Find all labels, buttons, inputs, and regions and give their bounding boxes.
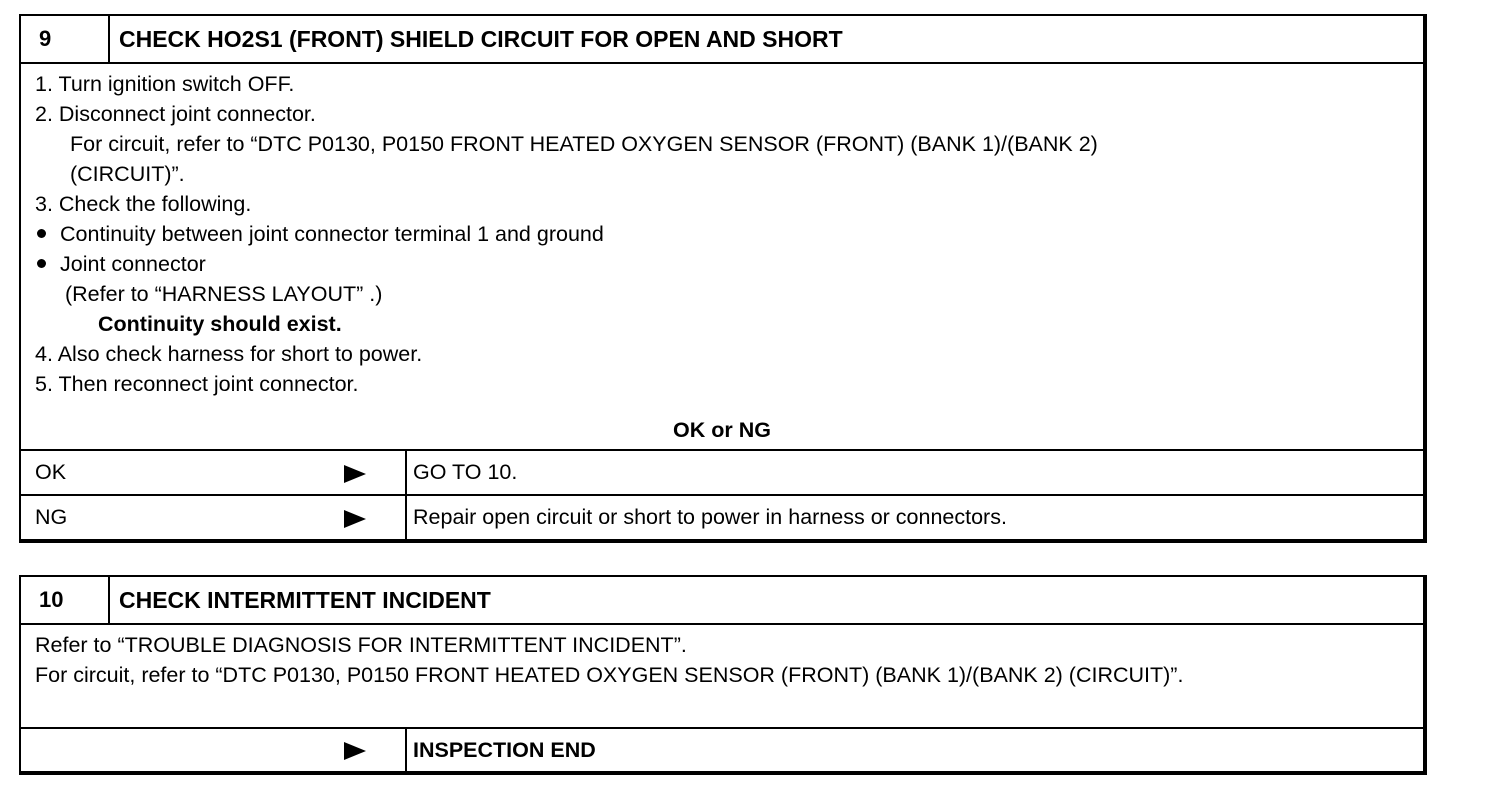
bullet-text: Joint connector (60, 252, 206, 276)
result-action: Repair open circuit or short to power in harness or connectors. (405, 496, 1423, 541)
instruction-line: Refer to “TROUBLE DIAGNOSIS FOR INTERMITTENT INCIDENT”. (35, 633, 687, 657)
right-triangle-arrow-icon (344, 465, 366, 483)
result-label: NG (35, 505, 68, 529)
right-triangle-arrow-icon (344, 742, 366, 760)
step-10-title: CHECK INTERMITTENT INCIDENT (119, 587, 491, 613)
instruction-line: 2. Disconnect joint connector. (35, 102, 316, 126)
bullet-icon (37, 229, 46, 238)
right-triangle-arrow-icon (344, 510, 366, 528)
instruction-line: (Refer to “HARNESS LAYOUT” .) (65, 282, 383, 306)
spec-note: Continuity should exist. (98, 312, 342, 336)
instruction-line: (CIRCUIT)”. (70, 162, 185, 186)
instruction-line: 1. Turn ignition switch OFF. (35, 72, 295, 96)
bullet-item (35, 249, 1413, 279)
instruction-line: For circuit, refer to “DTC P0130, P0150 FRONT HEATED OXYGEN SENSOR (FRONT) (BANK 1)/(BANK 2) (CIRCUIT)”. (35, 663, 1184, 687)
instruction-line: 5. Then reconnect joint connector. (35, 372, 359, 396)
step-10-header (21, 577, 1423, 625)
step-9-title: CHECK HO2S1 (FRONT) SHIELD CIRCUIT FOR OPEN AND SHORT (119, 26, 843, 52)
step-10-number: 10 (21, 577, 110, 623)
step-9-instructions (35, 69, 1413, 399)
instruction-line: 3. Check the following. (35, 192, 252, 216)
step-10-instructions (35, 630, 1413, 690)
step-9-header (21, 16, 1423, 64)
result-row-end (21, 727, 1423, 773)
step-9-table (19, 14, 1427, 543)
step-10-table (19, 575, 1427, 775)
step-9-number: 9 (21, 16, 110, 62)
result-action: GO TO 10. (405, 451, 1423, 494)
bullet-item (35, 219, 1413, 249)
bullet-text: Continuity between joint connector terminal 1 and ground (60, 222, 604, 246)
result-row-ok (21, 451, 1423, 496)
result-label: OK (35, 460, 67, 484)
instruction-line: For circuit, refer to “DTC P0130, P0150 FRONT HEATED OXYGEN SENSOR (FRONT) (BANK 1)/(BANK 2) (70, 132, 1098, 156)
bullet-icon (37, 259, 46, 268)
result-action: INSPECTION END (405, 729, 1423, 773)
instruction-line: 4. Also check harness for short to power. (35, 342, 423, 366)
result-row-ng (21, 496, 1423, 541)
ok-or-ng-label: OK or NG (21, 411, 1423, 451)
